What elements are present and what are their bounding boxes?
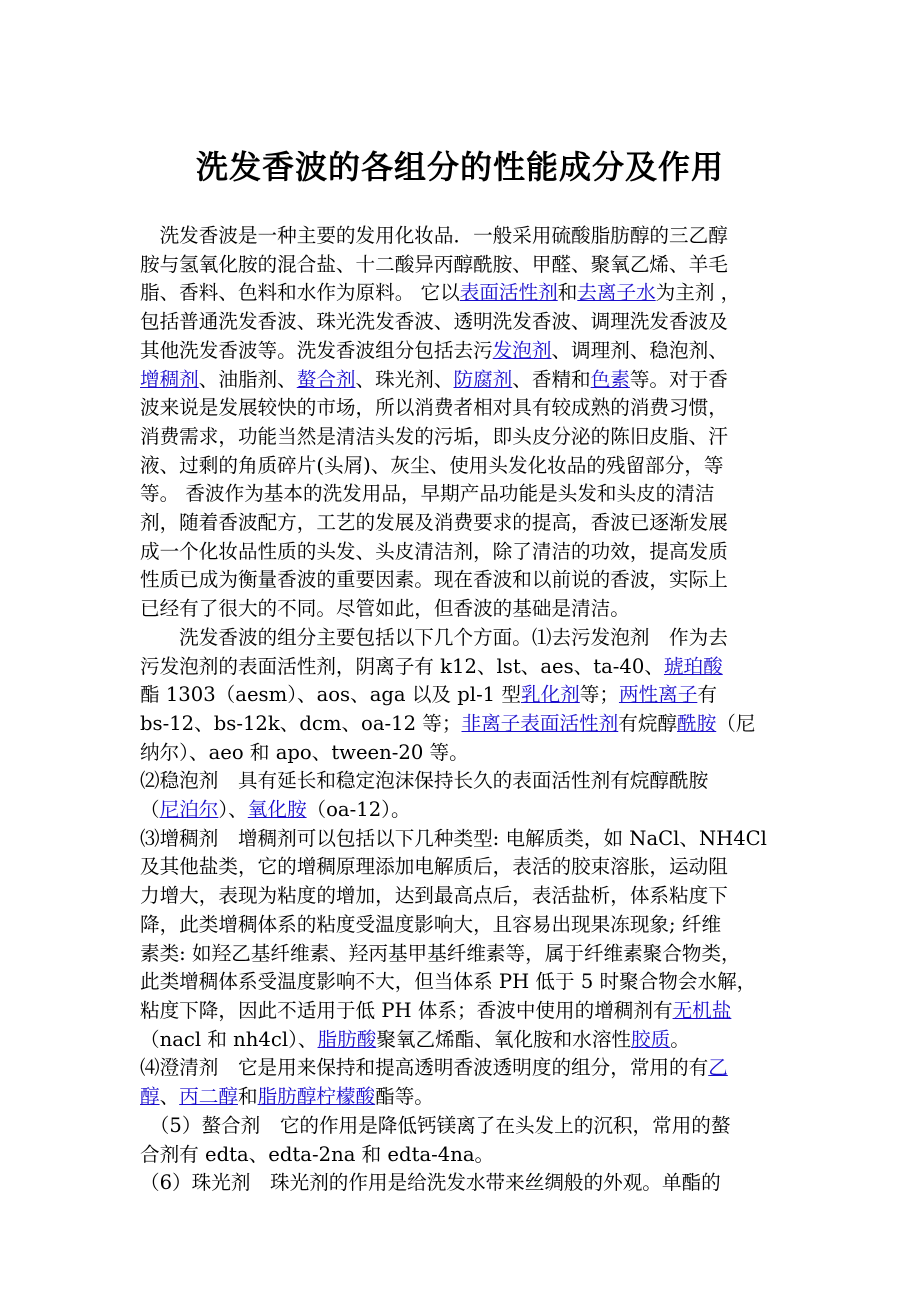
text-segment: 洗发香波的组分主要包括以下几个方面。⑴去污发泡剂 作为去 [140, 625, 728, 649]
text-line [140, 882, 792, 911]
term-link[interactable]: 发泡剂 [492, 338, 552, 362]
term-link[interactable]: 防腐剂 [453, 367, 513, 391]
text-line [140, 997, 792, 1026]
term-link[interactable]: 增稠剂 [140, 367, 199, 391]
text-segment: 和 [557, 281, 578, 305]
text-segment: 有烷醇 [618, 711, 678, 735]
text-segment: （5）螯合剂 它的作用是降低钙镁离了在头发上的沉积，常用的螯 [140, 1113, 731, 1137]
term-link[interactable]: 脂肪醇柠檬酸 [257, 1085, 376, 1109]
paragraph [140, 222, 792, 624]
text-line [140, 624, 792, 653]
text-line [140, 480, 792, 509]
text-segment: 降，此类增稠体系的粘度受温度影响大，且容易出现果冻现象; 纤维 [140, 912, 722, 936]
term-link[interactable]: 色素 [590, 367, 630, 391]
text-segment: ⑶增稠剂 增稠剂可以包括以下几种类型: 电解质类，如 NaCl、NH4Cl [140, 826, 767, 850]
text-segment: 素类: 如羟乙基纤维素、羟丙基甲基纤维素等，属于纤维素聚合物类， [140, 941, 741, 965]
text-line [140, 796, 792, 825]
text-segment: ⑷澄清剂 它是用来保持和提高透明香波透明度的组分，常用的有 [140, 1056, 709, 1080]
term-link[interactable]: 醇 [140, 1085, 160, 1109]
text-line [140, 653, 792, 682]
term-link[interactable]: 脂肪酸 [317, 1027, 377, 1051]
term-link[interactable]: 去离子水 [577, 281, 656, 305]
paragraph [140, 1054, 792, 1111]
text-line [140, 595, 792, 624]
term-link[interactable]: 两性离子 [618, 683, 698, 707]
document-body [140, 222, 792, 1198]
text-line [140, 853, 792, 882]
paragraph [140, 1169, 792, 1198]
text-line [140, 681, 792, 710]
text-line [140, 940, 792, 969]
paragraph [140, 767, 792, 824]
text-line [140, 509, 792, 538]
term-link[interactable]: 乙 [708, 1056, 728, 1080]
text-segment: 此类增稠体系受温度影响不大，但当体系 PH 低于 5 时聚合物会水解， [140, 970, 757, 994]
text-line [140, 366, 792, 395]
text-segment: 纳尔）、aeo 和 apo、tween-20 等。 [140, 740, 469, 764]
text-line [140, 825, 792, 854]
term-link[interactable]: 螯合剂 [296, 367, 356, 391]
term-link[interactable]: 酰胺 [677, 711, 717, 735]
text-segment: 、香精和 [512, 367, 591, 391]
text-line [140, 1169, 792, 1198]
text-segment: 和 [237, 1085, 258, 1109]
paragraph [140, 1112, 792, 1169]
text-line [140, 423, 792, 452]
text-segment: 消费需求，功能当然是清洁头发的污垢，即头皮分泌的陈旧皮脂、汗 [140, 424, 728, 448]
text-segment: 洗发香波是一种主要的发用化妆品．一般采用硫酸脂肪醇的三乙醇 [140, 224, 728, 247]
term-link[interactable]: 无机盐 [672, 998, 732, 1022]
text-segment: ⑵稳泡剂 具有延长和稳定泡沫保持长久的表面活性剂有烷醇酰胺 [140, 769, 709, 793]
text-segment: 酯 1303（aesm）、aos、aga 以及 pl-1 型 [140, 683, 521, 707]
term-link[interactable]: 胶质 [631, 1027, 671, 1051]
text-segment: 合剂有 edta、edta-2na 和 edta-4na。 [140, 1142, 495, 1166]
text-line [140, 538, 792, 567]
text-segment: 等； [579, 683, 619, 707]
text-line [140, 1083, 792, 1112]
text-line [140, 394, 792, 423]
text-segment: 液、过剩的角质碎片(头屑)、灰尘、使用头发化妆品的残留部分，等 [140, 453, 724, 477]
text-segment: 其他洗发香波等。洗发香波组分包括去污 [140, 338, 493, 362]
term-link[interactable]: 乳化剂 [520, 683, 580, 707]
paragraph [140, 825, 792, 1055]
text-segment: （ [140, 798, 160, 822]
text-segment: 成一个化妆品性质的头发、头皮清洁剂，除了清洁的功效，提高发质 [140, 539, 728, 563]
text-segment: 粘度下降，因此不适用于低 PH 体系；香波中使用的增稠剂有 [140, 998, 673, 1022]
text-segment: 酯等。 [375, 1085, 434, 1109]
text-line [140, 566, 792, 595]
text-segment: 。 [670, 1027, 690, 1051]
text-line [140, 222, 792, 251]
text-segment: 性质已成为衡量香波的重要因素。现在香波和以前说的香波，实际上 [140, 568, 728, 592]
term-link[interactable]: 琥珀酸 [663, 654, 723, 678]
text-segment: 、珠光剂、 [355, 367, 454, 391]
text-line [140, 337, 792, 366]
text-line [140, 279, 792, 308]
text-line [140, 308, 792, 337]
text-segment: 胺与氢氧化胺的混合盐、十二酸异丙醇酰胺、甲醛、聚氧乙烯、羊毛 [140, 252, 728, 276]
text-line [140, 1026, 792, 1055]
text-line [140, 739, 792, 768]
text-segment: 、调理剂、稳泡剂、 [551, 338, 728, 362]
text-segment: 污发泡剂的表面活性剂，阴离子有 k12、lst、aes、ta-40、 [140, 654, 664, 678]
text-segment: 有 [697, 683, 717, 707]
text-line [140, 1141, 792, 1170]
text-segment: 等。 香波作为基本的洗发用品，早期产品功能是头发和头皮的清洁 [140, 482, 715, 506]
text-line [140, 968, 792, 997]
paragraph [140, 624, 792, 768]
text-segment: 聚氧乙烯酯、氧化胺和水溶性 [376, 1027, 632, 1051]
text-segment: 为主剂 ， [655, 281, 741, 305]
text-line [140, 710, 792, 739]
text-line [140, 911, 792, 940]
text-segment: （oa-12）。 [306, 798, 411, 822]
text-line [140, 767, 792, 796]
text-segment: 、 [159, 1085, 180, 1109]
text-segment: 已经有了很大的不同。尽管如此，但香波的基础是清洁。 [140, 597, 630, 621]
text-segment: 力增大，表现为粘度的增加，达到最高点后，表活盐析，体系粘度下 [140, 884, 728, 908]
text-segment: 及其他盐类，它的增稠原理添加电解质后，表活的胶束溶胀，运动阻 [140, 855, 728, 879]
text-segment: （nacl 和 nh4cl）、 [140, 1027, 318, 1051]
document-title: 洗发香波的各组分的性能成分及作用 [195, 148, 724, 186]
text-segment: （尼 [716, 711, 756, 735]
term-link[interactable]: 氧化胺 [247, 798, 307, 822]
text-segment: 脂、香料、色料和水作为原料。 它以 [140, 281, 460, 305]
term-link[interactable]: 表面活性剂 [459, 281, 558, 305]
text-segment: 、油脂剂、 [198, 367, 297, 391]
text-line [140, 251, 792, 280]
term-link[interactable]: 非离子表面活性剂 [461, 711, 619, 735]
text-segment: （6）珠光剂 珠光剂的作用是给洗发水带来丝绸般的外观。单酯的 [140, 1171, 721, 1195]
text-segment: 等。对于香 [629, 367, 728, 391]
text-segment: 包括普通洗发香波、珠光洗发香波、透明洗发香波、调理洗发香波及 [140, 310, 728, 334]
text-segment: ）、 [218, 798, 248, 822]
text-segment: 剂，随着香波配方，工艺的发展及消费要求的提高，香波已逐渐发展 [140, 511, 728, 535]
term-link[interactable]: 丙二醇 [179, 1085, 238, 1109]
text-line [140, 452, 792, 481]
text-segment: bs-12、bs-12k、dcm、oa-12 等； [140, 711, 462, 735]
text-line [140, 1112, 792, 1141]
text-segment: 波来说是发展较快的市场，所以消费者相对具有较成熟的消费习惯， [140, 396, 728, 420]
text-line [140, 1054, 792, 1083]
term-link[interactable]: 尼泊尔 [159, 798, 219, 822]
